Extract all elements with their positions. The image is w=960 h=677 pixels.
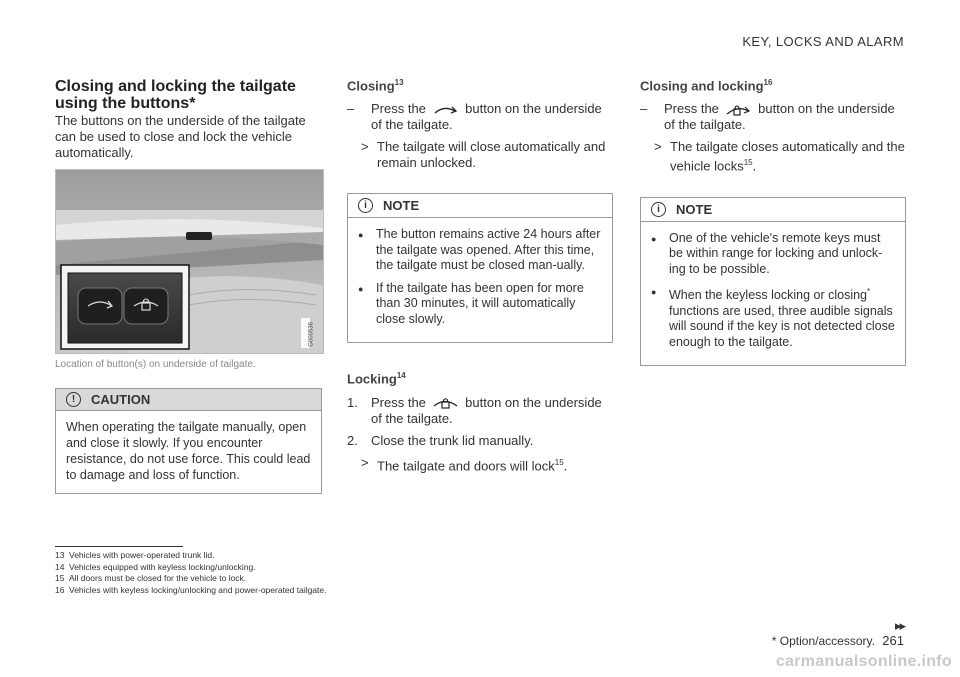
closing-heading: Closing$^{13}$: [347, 78, 404, 94]
tailgate-photo: [55, 169, 324, 354]
closing-result: > The tailgate will close automatically and remain unlocked.: [361, 139, 606, 171]
footnote: 15 All doors must be closed for the vehicle to lock.: [55, 573, 247, 583]
caution-header: [56, 389, 321, 411]
tailgate-close-lock-icon: [726, 103, 752, 117]
footnote: 14 Vehicles equipped with keyless locking/unlocking.: [55, 561, 256, 572]
closing-step: – Press the button on the underside of the tailgate.: [347, 101, 602, 133]
page-number: 261: [882, 633, 904, 648]
column-left: [55, 78, 322, 494]
option-note: * Option/accessory.: [771, 634, 875, 648]
column-right: [640, 78, 906, 366]
tailgate-illustration: [56, 170, 323, 353]
note-box-right: [640, 197, 906, 367]
tailgate-close-icon: [433, 104, 459, 116]
locking-result: > The tailgate and doors will lock$^{15}$.: [361, 454, 568, 473]
section-header: KEY, LOCKS AND ALARM: [742, 34, 904, 49]
note-header: i NOTE: [641, 198, 905, 222]
note-bullet: ● If the tailgate has been open for more than 30 minutes, it will automatically close slowly.: [358, 280, 584, 326]
closing-locking-heading: Closing and locking$^{16}$: [640, 78, 773, 94]
column-middle: [347, 78, 613, 474]
note-bullet: ● One of the vehicle's remote keys must be within range for locking and unlock-ing to be possible.: [651, 230, 883, 276]
info-icon: i: [358, 198, 373, 213]
caution-text: When operating the tailgate manually, open and close it slowly. If you encounter resistance, do not use force. This could lead to damage and loss of function.: [66, 420, 311, 482]
footnote-rule: [55, 546, 183, 547]
image-caption: Location of button(s) on underside of tailgate.: [55, 359, 256, 370]
warning-icon: !: [66, 392, 81, 407]
footnote: 16 Vehicles with keyless locking/unlocking and power-operated tailgate.: [55, 584, 327, 595]
note-bullet: ● When the keyless locking or closing* functions are used, three audible signals will sound if the key is not detected close enough to the tailgate.: [651, 287, 895, 349]
closing-locking-result: > The tailgate closes automatically and the vehicle locks$^{15}$.: [654, 139, 905, 174]
page-footer: [772, 633, 904, 648]
note-box-middle: [347, 193, 613, 343]
watermark: carmanualsonline.info: [775, 653, 952, 670]
next-page-arrows-icon: ▸▸: [894, 618, 904, 633]
note-header: i NOTE: [348, 194, 612, 218]
tailgate-lock-icon: [433, 396, 459, 410]
info-icon: i: [651, 202, 666, 217]
page-title: Closing and locking the tailgate using the buttons*: [55, 78, 296, 112]
locking-heading: Locking$^{14}$: [347, 371, 406, 387]
footnote: 13 Vehicles with power-operated trunk lid.: [55, 550, 215, 560]
image-code: G000536: [309, 322, 315, 347]
closing-locking-step: – Press the button on the underside of the tailgate.: [640, 101, 895, 133]
locking-step-2: 2. Close the trunk lid manually.: [347, 432, 534, 448]
locking-step-1: 1. Press the button on the underside of the tailgate.: [347, 394, 602, 426]
caution-box: [55, 388, 322, 494]
note-bullet: ● The button remains active 24 hours after the tailgate was opened. After this time, the tailgate must be closed man-ually.: [358, 227, 601, 273]
intro-paragraph: The buttons on the underside of the tailgate can be used to close and lock the vehicle automatically.: [55, 113, 306, 160]
caution-label: CAUTION: [91, 392, 151, 407]
footnotes: [55, 546, 655, 596]
